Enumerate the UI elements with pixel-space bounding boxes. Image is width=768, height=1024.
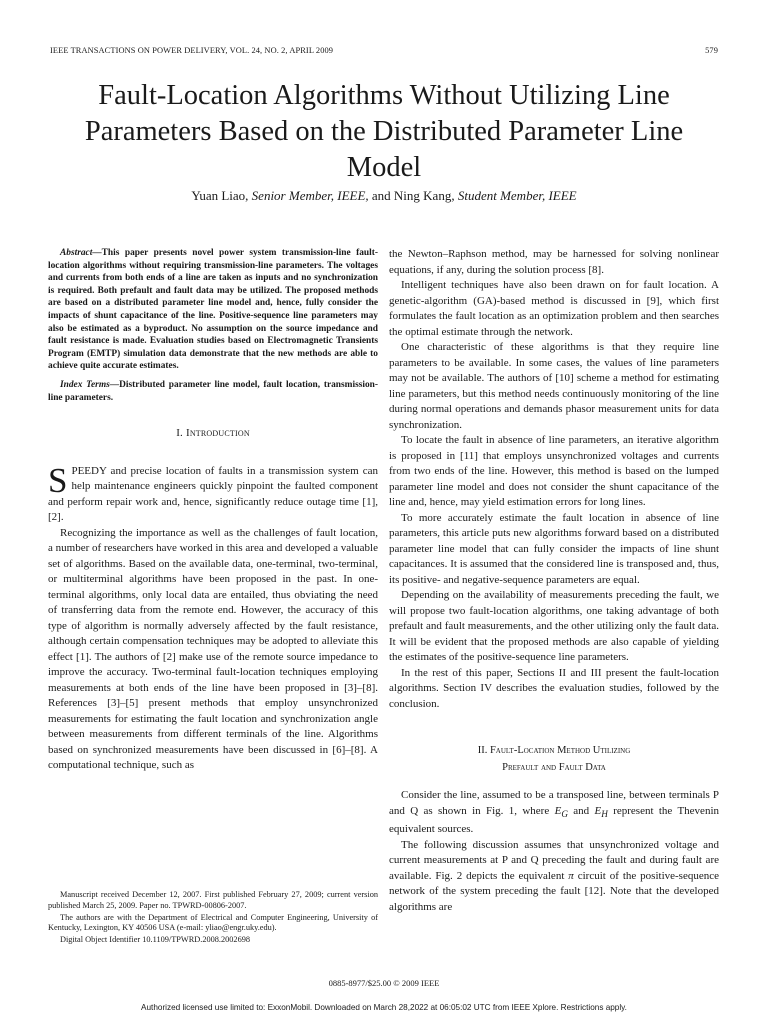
drop-cap: S <box>48 460 68 500</box>
paragraph: Intelligent techniques have also been drawn on for fault location. A genetic-algorithm (GA)-based method is discussed in [9], which first formulates the fault location as an optimization problem and then searches the optimal estimate through the network. <box>389 279 719 338</box>
index-terms <box>48 379 378 404</box>
author-2-role: Student Member, IEEE <box>457 188 577 203</box>
section-number: I. <box>176 427 184 440</box>
author-1-role: Senior Member, IEEE, <box>251 188 369 203</box>
section-heading-introduction <box>48 426 378 442</box>
index-terms-label: Index Terms <box>60 379 110 390</box>
paper-title: Fault-Location Algorithms Without Utilizing Line Parameters Based on the Distributed Parameter Line Model <box>84 80 684 183</box>
paragraph: Consider the line, assumed to be a transposed line, between terminals P and Q as shown in Fig. 1, where $E_G$ and $E_H$ represent the Thevenin equivalent sources. <box>389 789 719 836</box>
running-header <box>50 46 718 55</box>
author-conjunction: and <box>371 188 391 203</box>
paragraph: the Newton–Raphson method, may be harnessed for solving nonlinear equations, if any, during the solution process [8]. <box>389 248 719 276</box>
paragraph: To more accurately estimate the fault location in absence of line parameters, this article puts new algorithms forward based on a distributed parameter line model that can fully consider the impacts of line shunt capacitances. It is assumed that the considered line is transposed and, thus, its positive- and negative-sequence parameters are equal. <box>389 511 719 586</box>
index-terms-text: —Distributed parameter line model, fault location, transmission-line parameters. <box>48 379 378 403</box>
left-column <box>48 247 378 774</box>
paragraph: The following discussion assumes that unsynchronized voltage and current measurements at P and Q preceding the fault and during fault are available. Fig. 2 depicts the equivalent π circuit of the positive-sequence network of the system preceding the fault [12]. Note that the developed algorithms are <box>389 838 719 913</box>
abstract-label: Abstract <box>60 248 93 258</box>
paragraph: Depending on the availability of measurements preceding the fault, we will propose two fault-location algorithms, one taking advantage of both prefault and fault measurements, and the other utilizing only the fault data. It will be evident that the proposed methods are also capable of yielding the estimates of the positive-sequence line parameters. <box>389 589 719 663</box>
author-line <box>60 188 708 204</box>
journal-name: IEEE TRANSACTIONS ON POWER DELIVERY, VOL. 24, NO. 2, APRIL 2009 <box>50 46 334 55</box>
section-heading-2 <box>389 742 719 776</box>
footnote-doi: Digital Object Identifier 10.1109/TPWRD.2008.2002698 <box>60 935 251 945</box>
footnote-affiliation: The authors are with the Department of Electrical and Computer Engineering, University of Kentucky, Lexington, KY 40506 USA (e-mail: yliao@engr.uky.edu). <box>48 912 378 933</box>
intro-paragraph-1: SPEEDY and precise location of faults in a transmission system can help maintenance engineers quickly pinpoint the faulted component and perform repair work and, hence, significantly reduce outage time [1], [2]. <box>48 460 378 524</box>
paragraph: To locate the fault in absence of line parameters, an iterative algorithm is proposed in [11] that employs unsynchronized voltages and currents from two ends of the line. However, this method is based on the lumped parameter line model and does not consider the shunt capacitance of the line and, hence, may yield estimation errors for long lines. <box>389 434 719 508</box>
math-eh: $E_H$ <box>594 804 608 819</box>
math-eg: $E_G$ <box>554 804 568 819</box>
section-number: II. <box>477 745 488 756</box>
section-title-line-2: Prefault and Fault Data <box>502 762 606 773</box>
author-2: Ning Kang, <box>393 188 455 203</box>
abstract-text: —This paper presents novel power system transmission-line fault-location algorithms without requiring transmission-line parameters. The voltages and currents from both ends of a line are taken as inputs and no synchronization is required. Both prefault and fault data may be utilized. The proposed methods are based on a distributed parameter line model and, hence, fully consider the impacts of shunt capacitance of the line. Positive-sequence line parameters may also be estimated as a byproduct. No assumption on the source impedance and fault resistance is made. Evaluation studies based on Electromagnetic Transients Program (EMTP) simulation data demonstrate that the new methods are able to achieve quite accurate estimates. <box>48 248 378 372</box>
section-title: Introduction <box>185 427 250 440</box>
author-1: Yuan Liao, <box>191 188 249 203</box>
license-notice: Authorized licensed use limited to: ExxonMobil. Downloaded on March 28,2022 at 06:05:02 UTC from IEEE Xplore. Restrictions apply. <box>141 1003 627 1012</box>
abstract <box>48 247 378 373</box>
footnote-manuscript: Manuscript received December 12, 2007. First published February 27, 2009; current version published March 25, 2009. Paper no. TPWRD-00806-2007. <box>48 890 378 910</box>
paragraph: One characteristic of these algorithms is that they require line parameters to be available. In some cases, the values of line parameters may not be available. The authors of [10] scheme a method for estimating line parameters, but this method needs continuously monitoring of the line during normal operations and demands phasor measurement units for data synchronization. <box>389 341 719 431</box>
right-column <box>389 247 719 915</box>
section-title-line-1: Fault-Location Method Utilizing <box>489 745 631 756</box>
intro-paragraph-2: Recognizing the importance as well as the challenges of fault location, a number of researchers have worked in this area and developed a valuable set of algorithms. Based on the available data, one-terminal, two-terminal, or multiterminal algorithms have been proposed in the past. In one-terminal algorithms, only local data are entailed, thus obviating the need of transferring data from the remote end. However, the accuracy of this type of algorithm is normally adversely affected by the fault resistance, although certain compensation techniques may be adopted to alleviate this effect [1]. The authors of [2] make use of the remote source impedance to improve the accuracy. Two-terminal fault-location techniques employing measurements at both ends of the line have been proposed in [3]–[8]. References [3]–[5] present methods that employ unsynchronized measurements for estimating the fault location and synchronization angle between measurements from different terminals of the line. Algorithms based on synchronized measurements have been discussed in [6]–[8]. A computational technique, such as <box>48 526 378 772</box>
copyright-line: 0885-8977/$25.00 © 2009 IEEE <box>328 978 440 988</box>
paragraph: In the rest of this paper, Sections II and III present the fault-location algorithms. Section IV describes the evaluation studies, followed by the conclusion. <box>389 666 719 710</box>
footnotes <box>48 890 378 947</box>
math-pi: π <box>568 869 574 882</box>
page-number: 579 <box>705 46 718 55</box>
